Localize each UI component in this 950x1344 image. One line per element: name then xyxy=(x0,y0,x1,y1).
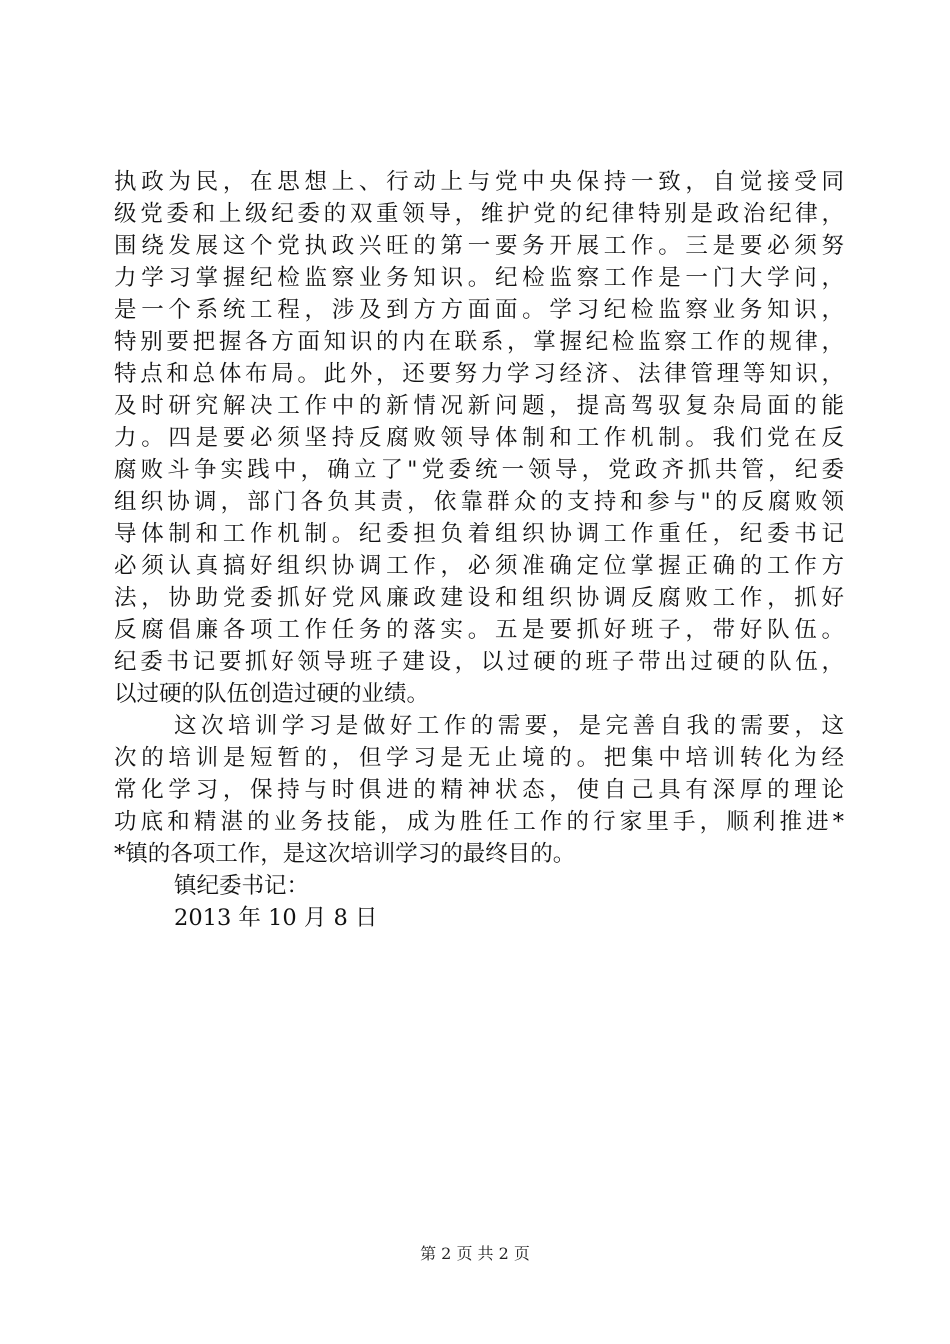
paragraph-1 xyxy=(114,166,844,710)
text-line: 是一个系统工程，涉及到方方面面。学习纪检监察业务知识， xyxy=(114,297,844,323)
text-line: 反腐倡廉各项工作任务的落实。五是要抓好班子，带好队伍。 xyxy=(114,617,844,643)
text-line: 组织协调，部门各负其责，依靠群众的支持和参与"的反腐败领 xyxy=(114,489,844,515)
text-line: 导体制和工作机制。纪委担负着组织协调工作重任，纪委书记 xyxy=(114,521,844,547)
paragraph-2 xyxy=(114,710,844,870)
text-line: *镇的各项工作，是这次培训学习的最终目的。 xyxy=(114,841,576,867)
text-line: 以过硬的队伍创造过硬的业绩。 xyxy=(114,681,430,707)
text-line: 纪委书记要抓好领导班子建设，以过硬的班子带出过硬的队伍， xyxy=(114,649,844,675)
text-line: 法，协助党委抓好党风廉政建设和组织协调反腐败工作，抓好 xyxy=(114,585,844,611)
text-line: 特别要把握各方面知识的内在联系，掌握纪检监察工作的规律， xyxy=(114,329,844,355)
page-footer: 第 2 页 共 2 页 xyxy=(420,1244,530,1263)
text-line: 这次培训学习是做好工作的需要，是完善自我的需要，这 xyxy=(174,713,844,739)
text-line: 必须认真搞好组织协调工作，必须准确定位掌握正确的工作方 xyxy=(114,553,844,579)
date-line: 2013 年 10 月 8 日 xyxy=(174,905,378,931)
text-line: 及时研究解决工作中的新情况新问题，提高驾驭复杂局面的能 xyxy=(114,393,844,419)
document-body xyxy=(114,166,844,934)
signature-line: 镇纪委书记： xyxy=(174,873,310,899)
text-line: 级党委和上级纪委的双重领导，维护党的纪律特别是政治纪律， xyxy=(114,201,844,227)
text-line: 执政为民，在思想上、行动上与党中央保持一致，自觉接受同 xyxy=(114,169,844,195)
text-line: 常化学习，保持与时俱进的精神状态，使自己具有深厚的理论 xyxy=(114,777,844,803)
text-line: 腐败斗争实践中，确立了"党委统一领导，党政齐抓共管，纪委 xyxy=(114,457,844,483)
text-line: 力。四是要必须坚持反腐败领导体制和工作机制。我们党在反 xyxy=(114,425,844,451)
text-line: 力学习掌握纪检监察业务知识。纪检监察工作是一门大学问， xyxy=(114,265,844,291)
text-line: 次的培训是短暂的，但学习是无止境的。把集中培训转化为经 xyxy=(114,745,844,771)
text-line: 功底和精湛的业务技能，成为胜任工作的行家里手，顺利推进* xyxy=(114,809,844,835)
text-line: 围绕发展这个党执政兴旺的第一要务开展工作。三是要必须努 xyxy=(114,233,844,259)
text-line: 特点和总体布局。此外，还要努力学习经济、法律管理等知识， xyxy=(114,361,844,387)
